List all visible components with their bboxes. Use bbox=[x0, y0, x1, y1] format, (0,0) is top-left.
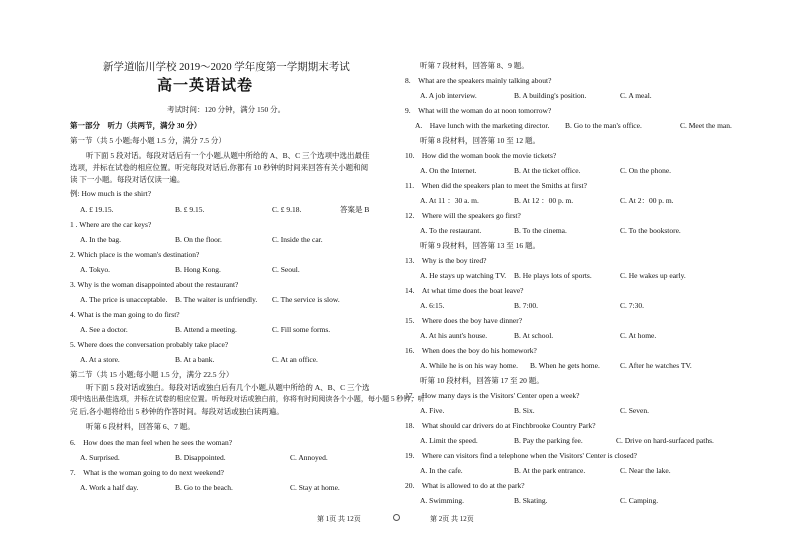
exam-info: 考试时间：120 分钟，满分 150 分。 bbox=[167, 105, 286, 114]
option: C. Drive on hard-surfaced paths. bbox=[616, 436, 714, 445]
option: B. 7:00. bbox=[514, 301, 538, 310]
option: C. Inside the car. bbox=[272, 235, 323, 244]
exam-title: 高一英语试卷 bbox=[157, 78, 254, 94]
option: C. On the phone. bbox=[620, 166, 672, 175]
option: C. Stay at home. bbox=[290, 483, 340, 492]
option: B. He plays lots of sports. bbox=[514, 271, 592, 280]
option: A. To the restaurant. bbox=[420, 226, 482, 235]
question-stem: 4. What is the man going to do first? bbox=[70, 310, 180, 319]
question-stem: 15. Where does the boy have dinner? bbox=[405, 316, 523, 325]
question-stem: 2. Which place is the woman's destination? bbox=[70, 250, 200, 259]
example-answer: 答案是 B bbox=[340, 205, 370, 214]
question-stem: 16. When does the boy do his homework? bbox=[405, 346, 537, 355]
question-stem: 6. How does the man feel when he sees the woman? bbox=[70, 438, 233, 447]
option: B. Skating. bbox=[514, 496, 548, 505]
option: B. At a bank. bbox=[175, 355, 215, 364]
option: C. A meal. bbox=[620, 91, 652, 100]
question-stem: 19. Where can visitors find a telephone when the Visitors' Center is closed? bbox=[405, 451, 637, 460]
option: A. On the Internet. bbox=[420, 166, 477, 175]
question-stem: 10. How did the woman book the movie tickets? bbox=[405, 151, 557, 160]
option: C. Meet the man. bbox=[680, 121, 732, 130]
passage-note: 听第 10 段材料，回答第 17 至 20 题。 bbox=[420, 376, 544, 385]
page-number-right: 第 2页 共 12页 bbox=[430, 515, 474, 523]
section1-instruction-line: 听下面 5 段对话。每段对话后有一个小题,从题中所给的 A、B、C 三个选项中选出最佳 bbox=[86, 151, 370, 160]
option: A. While he is on his way home. bbox=[420, 361, 518, 370]
option: A. At 11 ：30 a. m. bbox=[420, 196, 479, 205]
question-stem: 14. At what time does the boat leave? bbox=[405, 286, 524, 295]
option: B. Six. bbox=[514, 406, 535, 415]
option: B. At school. bbox=[514, 331, 554, 340]
question-stem: 7. What is the woman going to do next weekend? bbox=[70, 468, 224, 477]
option: A. Work a half day. bbox=[80, 483, 139, 492]
option: B. At the ticket office. bbox=[514, 166, 581, 175]
option: B. Pay the parking fee. bbox=[514, 436, 583, 445]
option: B. Go to the man's office. bbox=[565, 121, 642, 130]
option: A. Tokyo. bbox=[80, 265, 110, 274]
question-stem: 11. When did the speakers plan to meet the Smiths at first? bbox=[405, 181, 587, 190]
option: B. Hong Kong. bbox=[175, 265, 221, 274]
option: C. At an office. bbox=[272, 355, 318, 364]
section2-instruction-line: 听下面 5 段对话或独白。每段对话或独白后有几个小题,从题中所给的 A、B、C 三个选 bbox=[86, 383, 370, 392]
option: C. Seoul. bbox=[272, 265, 300, 274]
question-stem: 3. Why is the woman disappointed about the restaurant? bbox=[70, 280, 239, 289]
passage-note: 听第 8 段材料，回答第 10 至 12 题。 bbox=[420, 136, 540, 145]
question-stem: 13. Why is the boy tired? bbox=[405, 256, 487, 265]
option: B. Disappointed. bbox=[175, 453, 226, 462]
part1-heading: 第一部分 听力（共两节，满分 30 分） bbox=[70, 121, 202, 130]
option: C. To the bookstore. bbox=[620, 226, 681, 235]
option: C. He wakes up early. bbox=[620, 271, 686, 280]
option: B. On the floor. bbox=[175, 235, 222, 244]
option: A. Surprised. bbox=[80, 453, 120, 462]
option: B. Attend a meeting. bbox=[175, 325, 237, 334]
option: A. 6:15. bbox=[420, 301, 445, 310]
option: B. At 12 ：00 p. m. bbox=[514, 196, 574, 205]
school-title: 新学道临川学校 2019～2020 学年度第一学期期末考试 bbox=[103, 62, 350, 73]
option: C. 7:30. bbox=[620, 301, 644, 310]
option: C. Camping. bbox=[620, 496, 659, 505]
passage-note: 听第 9 段材料，回答第 13 至 16 题。 bbox=[420, 241, 540, 250]
option: A. £ 19.15. bbox=[80, 205, 114, 214]
question-stem: 1 . Where are the car keys? bbox=[70, 220, 152, 229]
question-stem: 5. Where does the conversation probably take place? bbox=[70, 340, 229, 349]
option: A. Have lunch with the marketing director. bbox=[415, 121, 550, 130]
option: C. At 2：00 p. m. bbox=[620, 196, 674, 205]
option: A. He stays up watching TV. bbox=[420, 271, 507, 280]
option: A. Swimming. bbox=[420, 496, 464, 505]
option: B. To the cinema. bbox=[514, 226, 567, 235]
option: C. Seven. bbox=[620, 406, 649, 415]
option: C. £ 9.18. bbox=[272, 205, 302, 214]
passage-note: 听第 7 段材料，回答第 8、9 题。 bbox=[420, 61, 529, 70]
option: B. The waiter is unfriendly. bbox=[175, 295, 258, 304]
option: C. After he watches TV. bbox=[620, 361, 692, 370]
option: B. Go to the beach. bbox=[175, 483, 233, 492]
option: C. Annoyed. bbox=[290, 453, 328, 462]
section2-instruction-line: 项中选出最佳选项，并标在试卷的相应位置。听每段对话或独白前，你将有时间阅读各个小题，每小题 5 秒钟；听 bbox=[70, 395, 425, 403]
option: B. When he gets home. bbox=[530, 361, 600, 370]
question-stem: 17. How many days is the Visitors' Center open a week? bbox=[405, 391, 580, 400]
section2-instruction-line: 完 后,各小题将给出 5 秒钟的作答时间。每段对话或独白读两遍。 bbox=[70, 407, 284, 416]
question-stem: 12. Where will the speakers go first? bbox=[405, 211, 521, 220]
option: C. Near the lake. bbox=[620, 466, 671, 475]
option: A. At a store. bbox=[80, 355, 120, 364]
option: C. Fill some forms. bbox=[272, 325, 331, 334]
passage-note: 听第 6 段材料，回答第 6、7 题。 bbox=[86, 422, 195, 431]
question-stem: 8. What are the speakers mainly talking about? bbox=[405, 76, 552, 85]
question-stem: 9. What will the woman do at noon tomorrow? bbox=[405, 106, 552, 115]
section1-instruction-line: 选项，并标在试卷的相应位置。听完每段对话后,你都有 10 秒钟的时间来回答有关小题和阅 bbox=[70, 163, 369, 172]
section1-instruction-line: 读 下一小题。每段对话仅读一遍。 bbox=[70, 175, 185, 184]
option: B. £ 9.15. bbox=[175, 205, 205, 214]
option: A. The price is unacceptable. bbox=[80, 295, 168, 304]
page-number-left: 第 1页 共 12页 bbox=[317, 515, 361, 523]
binding-hole-icon bbox=[393, 514, 400, 521]
option: A. A job interview. bbox=[420, 91, 477, 100]
option: A. See a doctor. bbox=[80, 325, 128, 334]
option: A. Five. bbox=[420, 406, 445, 415]
section1-heading: 第一节（共 5 小题;每小题 1.5 分，满分 7.5 分） bbox=[70, 136, 226, 145]
question-stem: 18. What should car drivers do at Finchbrooke Country Park? bbox=[405, 421, 596, 430]
option: A. At his aunt's house. bbox=[420, 331, 488, 340]
option: B. At the park entrance. bbox=[514, 466, 586, 475]
example-question: 例: How much is the shirt? bbox=[70, 189, 152, 198]
option: A. In the cafe. bbox=[420, 466, 463, 475]
option: A. In the bag. bbox=[80, 235, 122, 244]
option: A. Limit the speed. bbox=[420, 436, 478, 445]
option: C. The service is slow. bbox=[272, 295, 340, 304]
option: C. At home. bbox=[620, 331, 657, 340]
section2-heading: 第二节（共 15 小题;每小题 1.5 分，满分 22.5 分） bbox=[70, 370, 234, 379]
option: B. A building's position. bbox=[514, 91, 587, 100]
question-stem: 20. What is allowed to do at the park? bbox=[405, 481, 525, 490]
